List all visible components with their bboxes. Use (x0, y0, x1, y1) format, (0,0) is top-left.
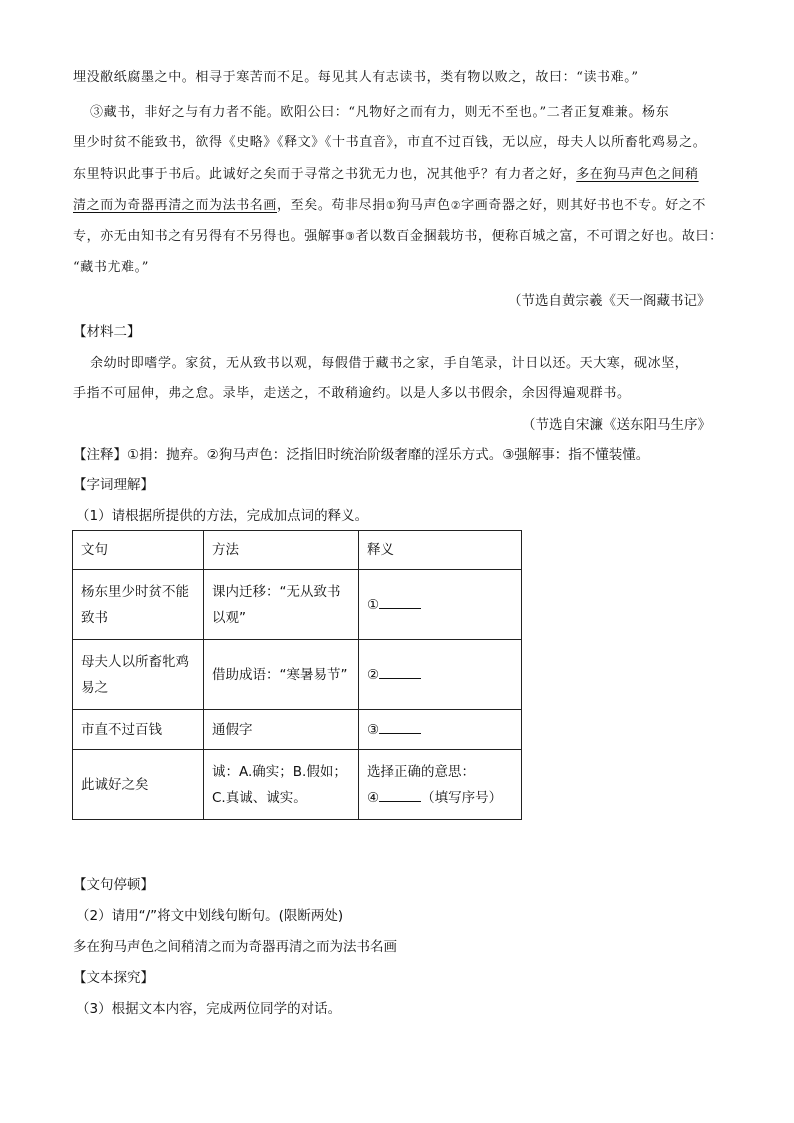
sentence-cell: 市直不过百钱 (73, 710, 204, 750)
underlined-sentence-part-1: 多在狗马声色之间稍 (576, 167, 699, 182)
vocab-table (72, 530, 522, 820)
material2-line-1: 余幼时即嗜学。家贫，无从致书以观，每假借于藏书之家，手自笔录，计日以还。天大寒，砚冰坚， (90, 356, 689, 371)
footnote-marker-3: ③ (345, 230, 356, 243)
answer-blank-4[interactable] (379, 787, 421, 802)
question-1: （1）请根据所提供的方法，完成加点词的释义。 (76, 508, 369, 524)
material1-line-6: 专，亦无由知书之有另得有不另得也。强解事③者以数百金捆载坊书，便称百城之富，不可谓之好也。故曰： (73, 229, 723, 244)
underlined-sentence-part-2: 清之而为奇器再清之而为法书名画 (73, 198, 278, 213)
method-cell: 诚：A.确实；B.假如； C.真诚、诚实。 (204, 750, 359, 820)
answer-blank-3[interactable] (379, 719, 421, 734)
table-header-row (73, 531, 522, 570)
material1-line-4: 东里特识此事于书后。此诚好之矣而于寻常之书犹无力也，况其他乎？有力者之好，多在狗马声色之间稍 (73, 167, 699, 182)
section-pause-heading: 【文句停顿】 (73, 877, 154, 893)
section-vocab-heading: 【字词理解】 (73, 477, 154, 493)
answer-cell: ② (359, 640, 522, 710)
table-header-cell: 方法 (204, 531, 359, 570)
paragraph-number: ③ (90, 105, 104, 120)
sentence-cell: 此诚好之矣 (73, 750, 204, 820)
question-3: （3）根据文本内容，完成两位同学的对话。 (76, 1001, 342, 1017)
material1-source: （节选自黄宗羲《天一阁藏书记》 (508, 293, 711, 309)
table-row (73, 570, 522, 640)
footnote-marker-1: ① (385, 199, 397, 212)
material2-line-2: 手指不可屈伸，弗之怠。录毕，走送之，不敢稍逾约。以是人多以书假余，余因得遍观群书。 (73, 386, 631, 401)
answer-blank-1[interactable] (379, 594, 421, 609)
question-2: （2）请用“/”将文中划线句断句。(限断两处) (76, 908, 344, 924)
method-cell: 通假字 (204, 710, 359, 750)
material1-line-1: 埋没敝纸腐墨之中。相寻于寒苦而不足。每见其人有志读书，类有物以败之，故曰：“读书难。” (73, 70, 639, 85)
table-row (73, 750, 522, 820)
answer-cell: ③ (359, 710, 522, 750)
answer-blank-2[interactable] (379, 664, 421, 679)
table-row (73, 640, 522, 710)
sentence-to-split: 多在狗马声色之间稍清之而为奇器再清之而为法书名画 (73, 939, 397, 955)
material1-line-2: ③藏书，非好之与有力者不能。欧阳公曰：“凡物好之而有力，则无不至也。”二者正复难兼。杨东 (90, 105, 670, 120)
section-explore-heading: 【文本探究】 (73, 970, 154, 986)
material1-line-5: 清之而为奇器再清之而为法书名画，至矣。苟非尽捐①狗马声色②字画奇器之好，则其好书也不专。好之不 (73, 198, 706, 213)
answer-cell: 选择正确的意思： ④ （填写序号） (359, 750, 522, 820)
answer-cell: ① (359, 570, 522, 640)
method-cell: 课内迁移：“无从致书 以观” (204, 570, 359, 640)
notes: 【注释】①捐：抛弃。②狗马声色：泛指旧时统治阶级奢靡的淫乐方式。③强解事：指不懂装懂。 (73, 447, 650, 463)
table-header-cell: 文句 (73, 531, 204, 570)
material1-line-7: “藏书尤难。” (73, 260, 149, 275)
table-header-cell: 释义 (359, 531, 522, 570)
sentence-cell: 杨东里少时贫不能 致书 (73, 570, 204, 640)
table-row (73, 710, 522, 750)
footnote-marker-2: ② (450, 199, 462, 212)
material1-line-3: 里少时贫不能致书，欲得《史略》《释文》《十书直音》，市直不过百钱，无以应，母夫人以所畜牝鸡易之。 (73, 135, 707, 150)
material2-heading: 【材料二】 (73, 324, 141, 340)
sentence-cell: 母夫人以所畜牝鸡 易之 (73, 640, 204, 710)
material2-source: （节选自宋濂《送东阳马生序》 (522, 417, 711, 433)
method-cell: 借助成语：“寒暑易节” (204, 640, 359, 710)
